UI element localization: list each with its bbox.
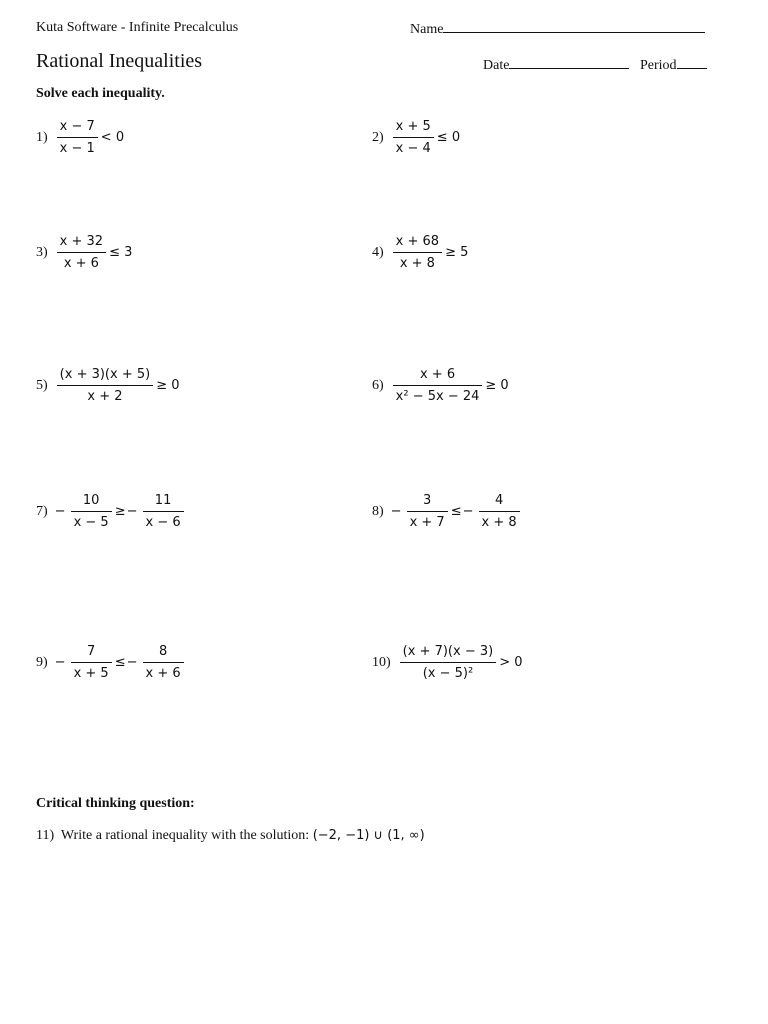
denominator: x + 8 bbox=[481, 515, 517, 530]
publisher-label: Kuta Software - Infinite Precalculus bbox=[36, 20, 239, 35]
numerator: 4 bbox=[494, 493, 504, 508]
denominator: x + 6 bbox=[145, 666, 181, 681]
period-blank[interactable] bbox=[677, 56, 707, 69]
fraction bbox=[57, 116, 98, 159]
right-fraction bbox=[143, 490, 184, 533]
relation: ≤ bbox=[450, 504, 462, 519]
problem-8: 8) − $\frac{3}{x + 7}$ ≤ − $\frac{4}{x + 8}$ bbox=[372, 490, 522, 533]
instructions: Solve each inequality. bbox=[36, 86, 165, 101]
date-blank[interactable] bbox=[509, 56, 629, 69]
name-label: Name bbox=[410, 22, 444, 37]
problem-7: 7) − $\frac{10}{x - 5}$ ≥ − $\frac{11}{x - 6}$ bbox=[36, 490, 186, 533]
problem-number: 8) bbox=[372, 503, 384, 519]
right-fraction bbox=[143, 641, 184, 684]
problem-10 bbox=[372, 641, 524, 684]
problem-5 bbox=[36, 364, 181, 407]
fraction bbox=[400, 641, 497, 684]
relation: ≤ 0 bbox=[436, 130, 461, 145]
numerator: (x + 3)(x + 5) bbox=[59, 367, 151, 382]
period-label: Period bbox=[640, 58, 677, 73]
problem-6 bbox=[372, 364, 510, 407]
critical-heading: Critical thinking question: bbox=[36, 796, 195, 811]
left-fraction bbox=[71, 490, 112, 533]
date-field[interactable] bbox=[483, 56, 629, 74]
problem-9: 9) − $\frac{7}{x + 5}$ ≤ − $\frac{8}{x + 6}$ bbox=[36, 641, 186, 684]
numerator: 11 bbox=[154, 493, 172, 508]
numerator: 8 bbox=[158, 644, 168, 659]
denominator: x − 1 bbox=[59, 141, 95, 156]
relation: ≤ bbox=[114, 655, 126, 670]
problem-3 bbox=[36, 231, 133, 274]
problem-text: Write a rational inequality with the solution: bbox=[60, 828, 310, 843]
problem-11 bbox=[36, 828, 425, 844]
denominator: x + 7 bbox=[409, 515, 445, 530]
fraction bbox=[393, 364, 483, 407]
solution-set: (−2, −1) ∪ (1, ∞) bbox=[312, 828, 425, 843]
right-fraction bbox=[479, 490, 520, 533]
numerator: 3 bbox=[423, 493, 432, 508]
fraction bbox=[57, 231, 106, 274]
relation: < 0 bbox=[100, 130, 125, 145]
numerator: x + 68 bbox=[395, 234, 440, 249]
relation: ≥ bbox=[114, 504, 126, 519]
problem-number: 3) bbox=[36, 244, 48, 260]
problem-number: 7) bbox=[36, 503, 48, 519]
denominator: x² − 5x − 24 bbox=[395, 389, 480, 404]
problem-number: 4) bbox=[372, 244, 384, 260]
problem-number: 11) bbox=[36, 828, 55, 843]
denominator: x + 2 bbox=[87, 389, 123, 404]
relation: ≥ 0 bbox=[156, 378, 180, 393]
problem-2 bbox=[372, 116, 461, 159]
denominator: x + 5 bbox=[73, 666, 109, 681]
numerator: (x + 7)(x − 3) bbox=[402, 644, 494, 659]
denominator: x − 6 bbox=[145, 515, 181, 530]
problem-number: 6) bbox=[372, 377, 384, 393]
left-fraction bbox=[71, 641, 112, 684]
relation: ≤ 3 bbox=[109, 245, 133, 260]
numerator: x + 32 bbox=[59, 234, 104, 249]
numerator: 7 bbox=[87, 644, 96, 659]
page-title: Rational Inequalities bbox=[36, 50, 203, 72]
problem-number: 1) bbox=[36, 129, 48, 145]
date-label: Date bbox=[483, 58, 510, 73]
numerator: 10 bbox=[82, 493, 100, 508]
denominator: x − 4 bbox=[395, 141, 431, 156]
denominator: (x − 5)² bbox=[422, 666, 474, 681]
fraction bbox=[57, 364, 154, 407]
name-field[interactable] bbox=[410, 20, 705, 38]
problem-1 bbox=[36, 116, 125, 159]
denominator: x − 5 bbox=[73, 515, 109, 530]
fraction bbox=[393, 116, 434, 159]
problem-number: 5) bbox=[36, 377, 48, 393]
problem-number: 2) bbox=[372, 129, 384, 145]
problem-number: 10) bbox=[372, 654, 391, 670]
name-blank[interactable] bbox=[443, 20, 705, 33]
problem-4 bbox=[372, 231, 469, 274]
left-fraction bbox=[407, 490, 448, 533]
relation: > 0 bbox=[499, 655, 523, 670]
denominator: x + 8 bbox=[399, 256, 435, 271]
numerator: x − 7 bbox=[59, 119, 95, 134]
denominator: x + 6 bbox=[63, 256, 99, 271]
relation: ≥ 5 bbox=[445, 245, 469, 260]
numerator: x + 5 bbox=[395, 119, 431, 134]
fraction bbox=[393, 231, 442, 274]
problem-number: 9) bbox=[36, 654, 48, 670]
period-field[interactable] bbox=[640, 56, 707, 74]
numerator: x + 6 bbox=[419, 367, 456, 382]
relation: ≥ 0 bbox=[485, 378, 509, 393]
